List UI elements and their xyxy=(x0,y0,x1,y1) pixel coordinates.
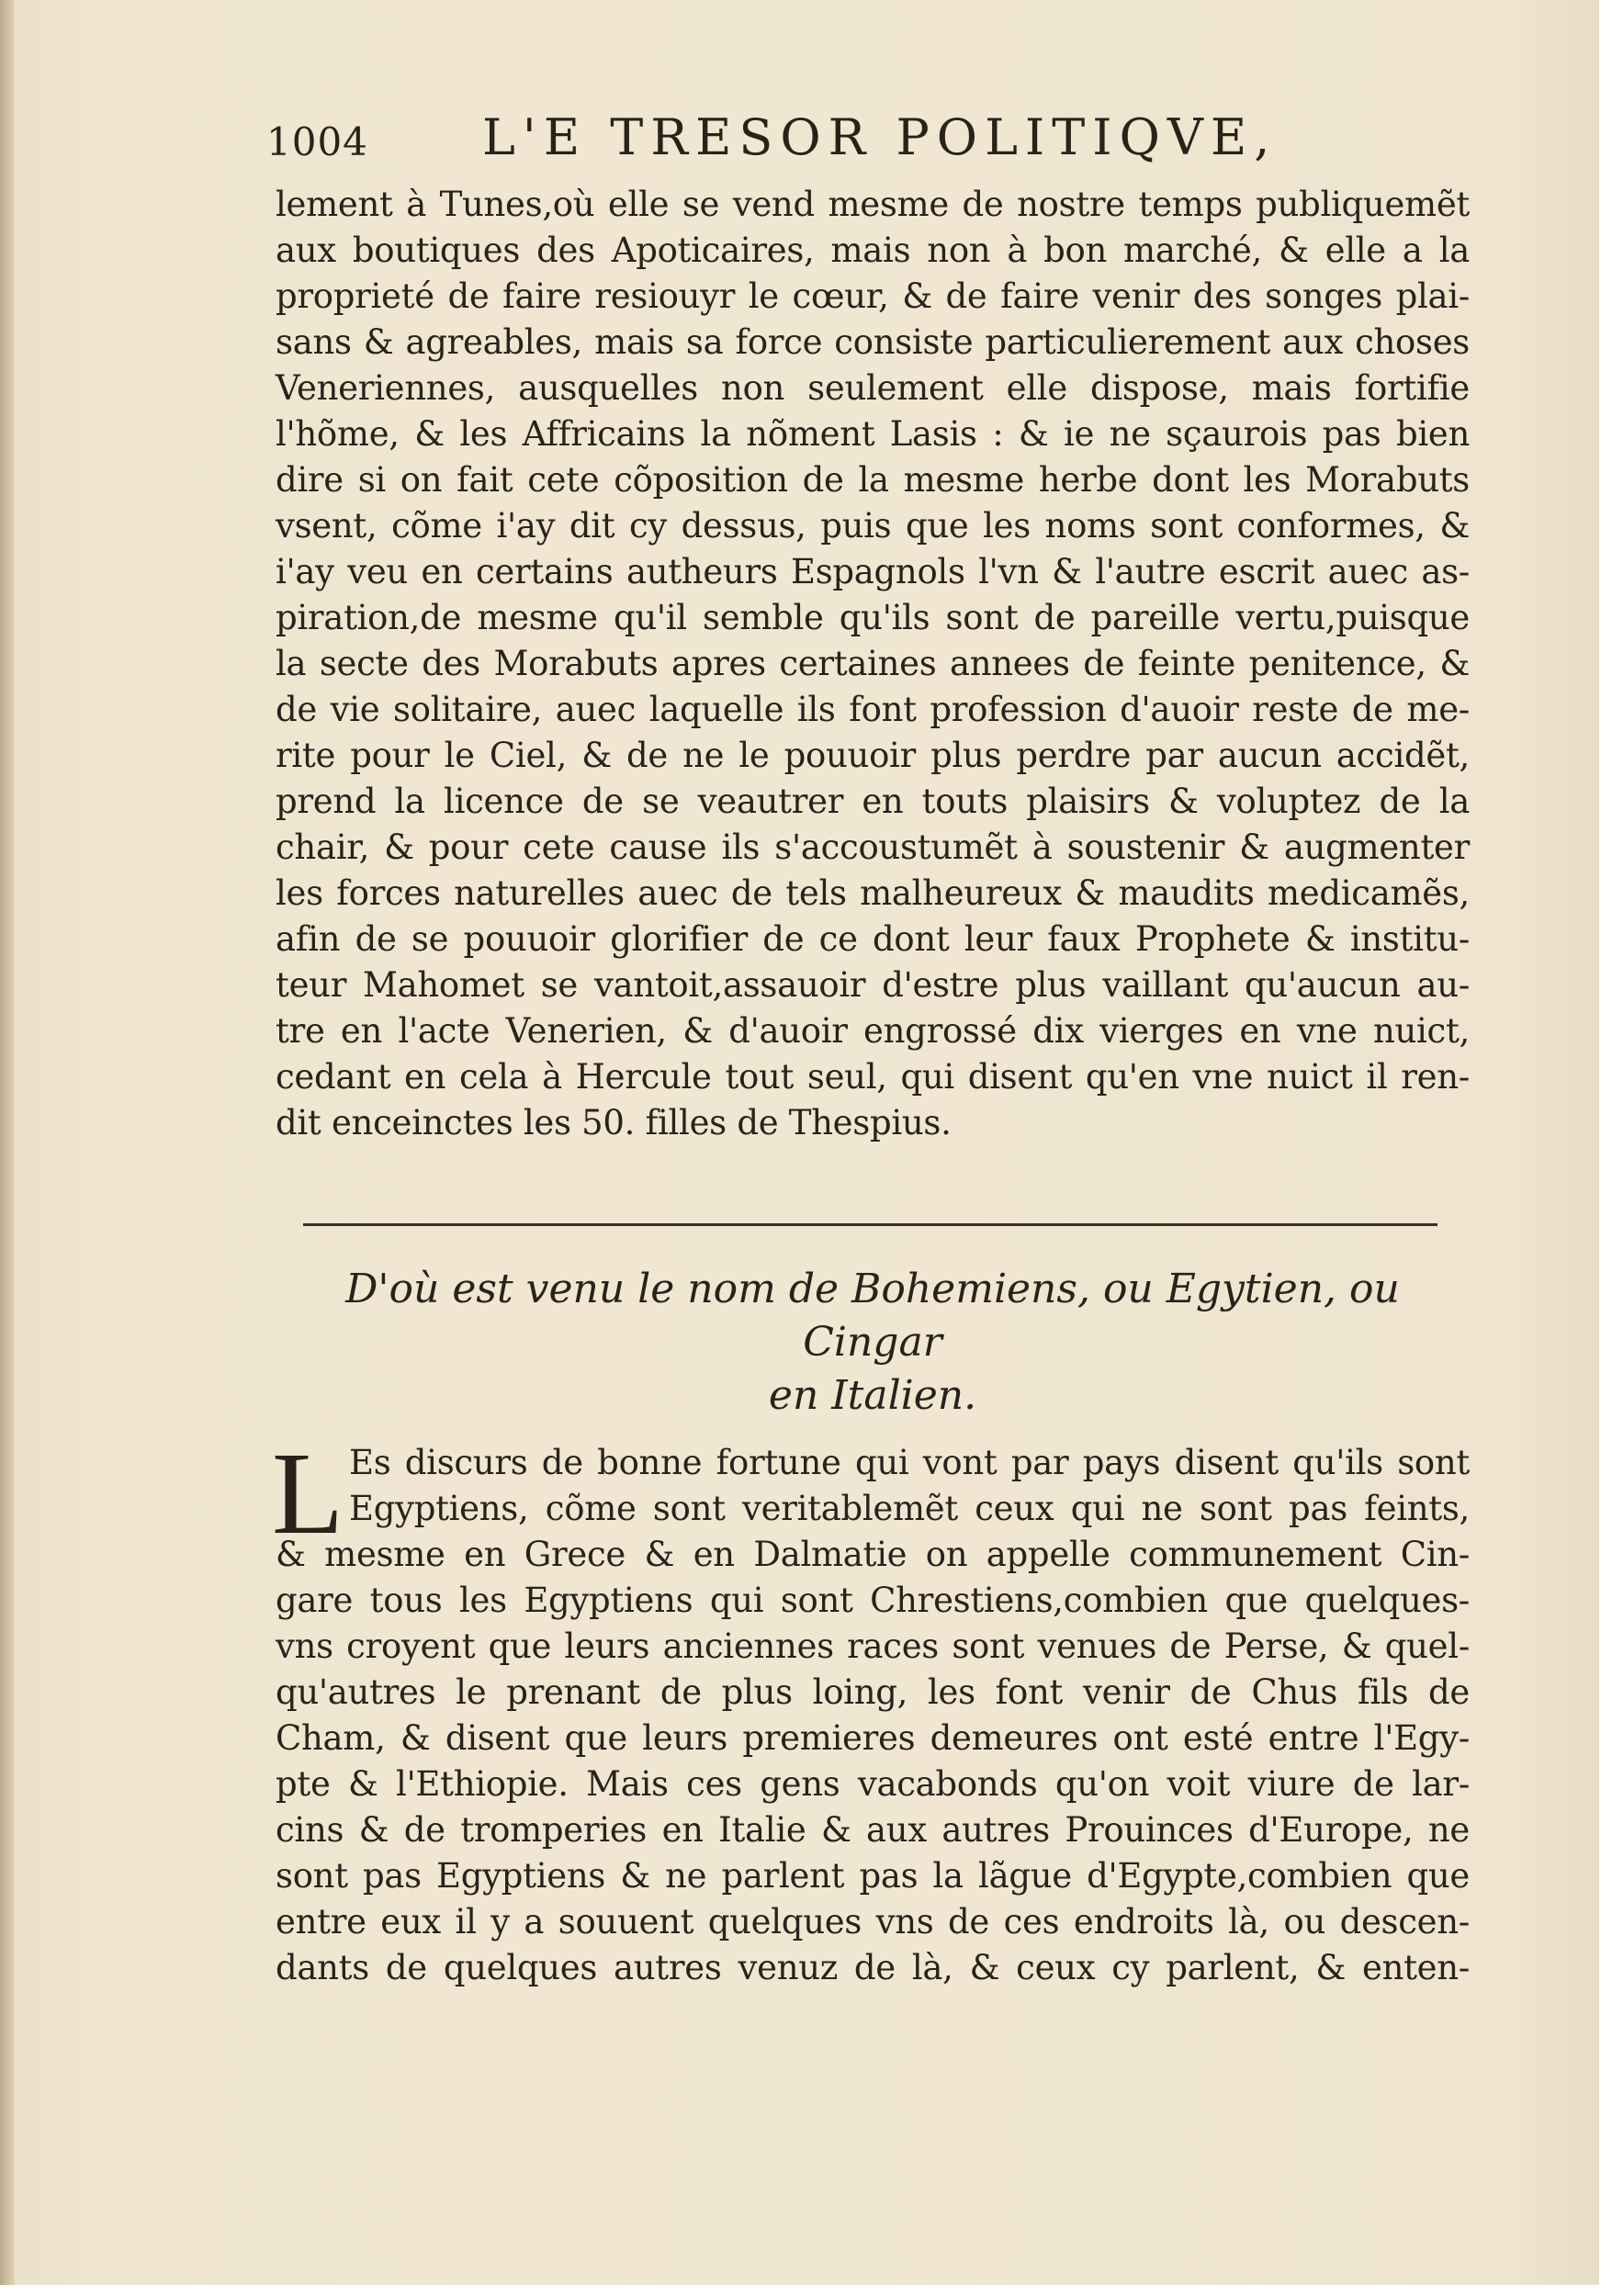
text-line: la secte des Morabuts apres certaines annees de feinte penitence, & xyxy=(276,644,1470,683)
text-line: sont pas Egyptiens & ne parlent pas la lãgue d'Egypte,combien que xyxy=(276,1856,1470,1896)
text-line: Veneriennes, ausquelles non seulement elle dispose, mais fortifie xyxy=(276,368,1470,408)
text-line: les forces naturelles auec de tels malheureux & maudits medicamẽs, xyxy=(276,873,1470,913)
text-line: sans & agreables, mais sa force consiste particulierement aux choses xyxy=(276,322,1470,362)
text-line: entre eux il y a souuent quelques vns de ces endroits là, ou descen- xyxy=(276,1902,1470,1941)
text-line: pte & l'Ethiopie. Mais ces gens vacabonds qu'on voit viure de lar- xyxy=(276,1764,1470,1804)
text-line: i'ay veu en certains autheurs Espagnols l'vn & l'autre escrit auec as- xyxy=(276,552,1470,591)
text-line: teur Mahomet se vantoit,assauoir d'estre plus vaillant qu'aucun au- xyxy=(276,965,1470,1005)
running-title: L'E TRESOR POLITIQVE, xyxy=(482,108,1278,166)
body-text-top xyxy=(276,182,1470,1146)
text-line: chair, & pour cete cause ils s'accoustumẽt à soustenir & augmenter xyxy=(276,827,1470,867)
text-line: Cham, & disent que leurs premieres demeures ont esté entre l'Egy- xyxy=(276,1718,1470,1758)
text-line: proprieté de faire resiouyr le cœur, & de faire venir des songes plai- xyxy=(276,276,1470,316)
running-head xyxy=(266,108,1479,173)
drop-cap: L xyxy=(272,1428,344,1559)
section-heading-line-1: D'où est venu le nom de Bohemiens, ou Egytien, ou Cingar xyxy=(345,1266,1400,1366)
section-heading-line-2: en Italien. xyxy=(768,1372,977,1419)
text-line: de vie solitaire, auec laquelle ils font profession d'auoir reste de me- xyxy=(276,690,1470,729)
scan-margin-right xyxy=(1599,0,1612,2296)
text-line: Egyptiens, cõme sont veritablemẽt ceux qui ne sont pas feints, xyxy=(349,1489,1470,1528)
text-line: dire si on fait cete cõposition de la mesme herbe dont les Morabuts xyxy=(276,460,1470,500)
text-line: tre en l'acte Venerien, & d'auoir engrossé dix vierges en vne nuict, xyxy=(276,1011,1470,1051)
text-line: cins & de tromperies en Italie & aux autres Prouinces d'Europe, ne xyxy=(276,1810,1470,1850)
page-number: 1004 xyxy=(266,119,368,164)
text-line: lement à Tunes,où elle se vend mesme de nostre temps publiquemẽt xyxy=(276,185,1470,224)
text-line: afin de se pouuoir glorifier de ce dont leur faux Prophete & institu- xyxy=(276,919,1470,959)
text-line: rite pour le Ciel, & de ne le pouuoir plus perdre par aucun accidẽt, xyxy=(276,736,1470,775)
body-text-bottom xyxy=(272,1428,1470,1991)
text-line: vns croyent que leurs anciennes races sont venues de Perse, & quel- xyxy=(276,1626,1470,1666)
text-line: vsent, cõme i'ay dit cy dessus, puis que les noms sont conformes, & xyxy=(276,506,1470,546)
text-line: aux boutiques des Apoticaires, mais non à bon marché, & elle a la xyxy=(276,231,1470,270)
text-line: prend la licence de se veautrer en touts plaisirs & voluptez de la xyxy=(276,782,1470,821)
text-line: l'hõme, & les Affricains la nõment Lasis : & ie ne sçaurois pas bien xyxy=(276,414,1470,454)
scan-margin-bottom xyxy=(0,2285,1612,2296)
text-line: Es discurs de bonne fortune qui vont par pays disent qu'ils sont xyxy=(349,1443,1470,1482)
text-line: piration,de mesme qu'il semble qu'ils sont de pareille vertu,puisque xyxy=(276,598,1470,637)
section-heading xyxy=(276,1263,1470,1423)
text-line: dants de quelques autres venuz de là, & ceux cy parlent, & enten- xyxy=(276,1948,1470,1987)
text-line: gare tous les Egyptiens qui sont Chrestiens,combien que quelques- xyxy=(276,1581,1470,1620)
gutter-shadow xyxy=(0,0,15,2296)
text-line: cedant en cela à Hercule tout seul, qui disent qu'en vne nuict il ren- xyxy=(276,1057,1470,1097)
section-divider xyxy=(303,1223,1437,1226)
text-line: & mesme en Grece & en Dalmatie on appelle communement Cin- xyxy=(276,1535,1470,1574)
text-line: dit enceinctes les 50. filles de Thespius. xyxy=(276,1103,952,1142)
text-line: qu'autres le prenant de plus loing, les font venir de Chus fils de xyxy=(276,1672,1470,1712)
